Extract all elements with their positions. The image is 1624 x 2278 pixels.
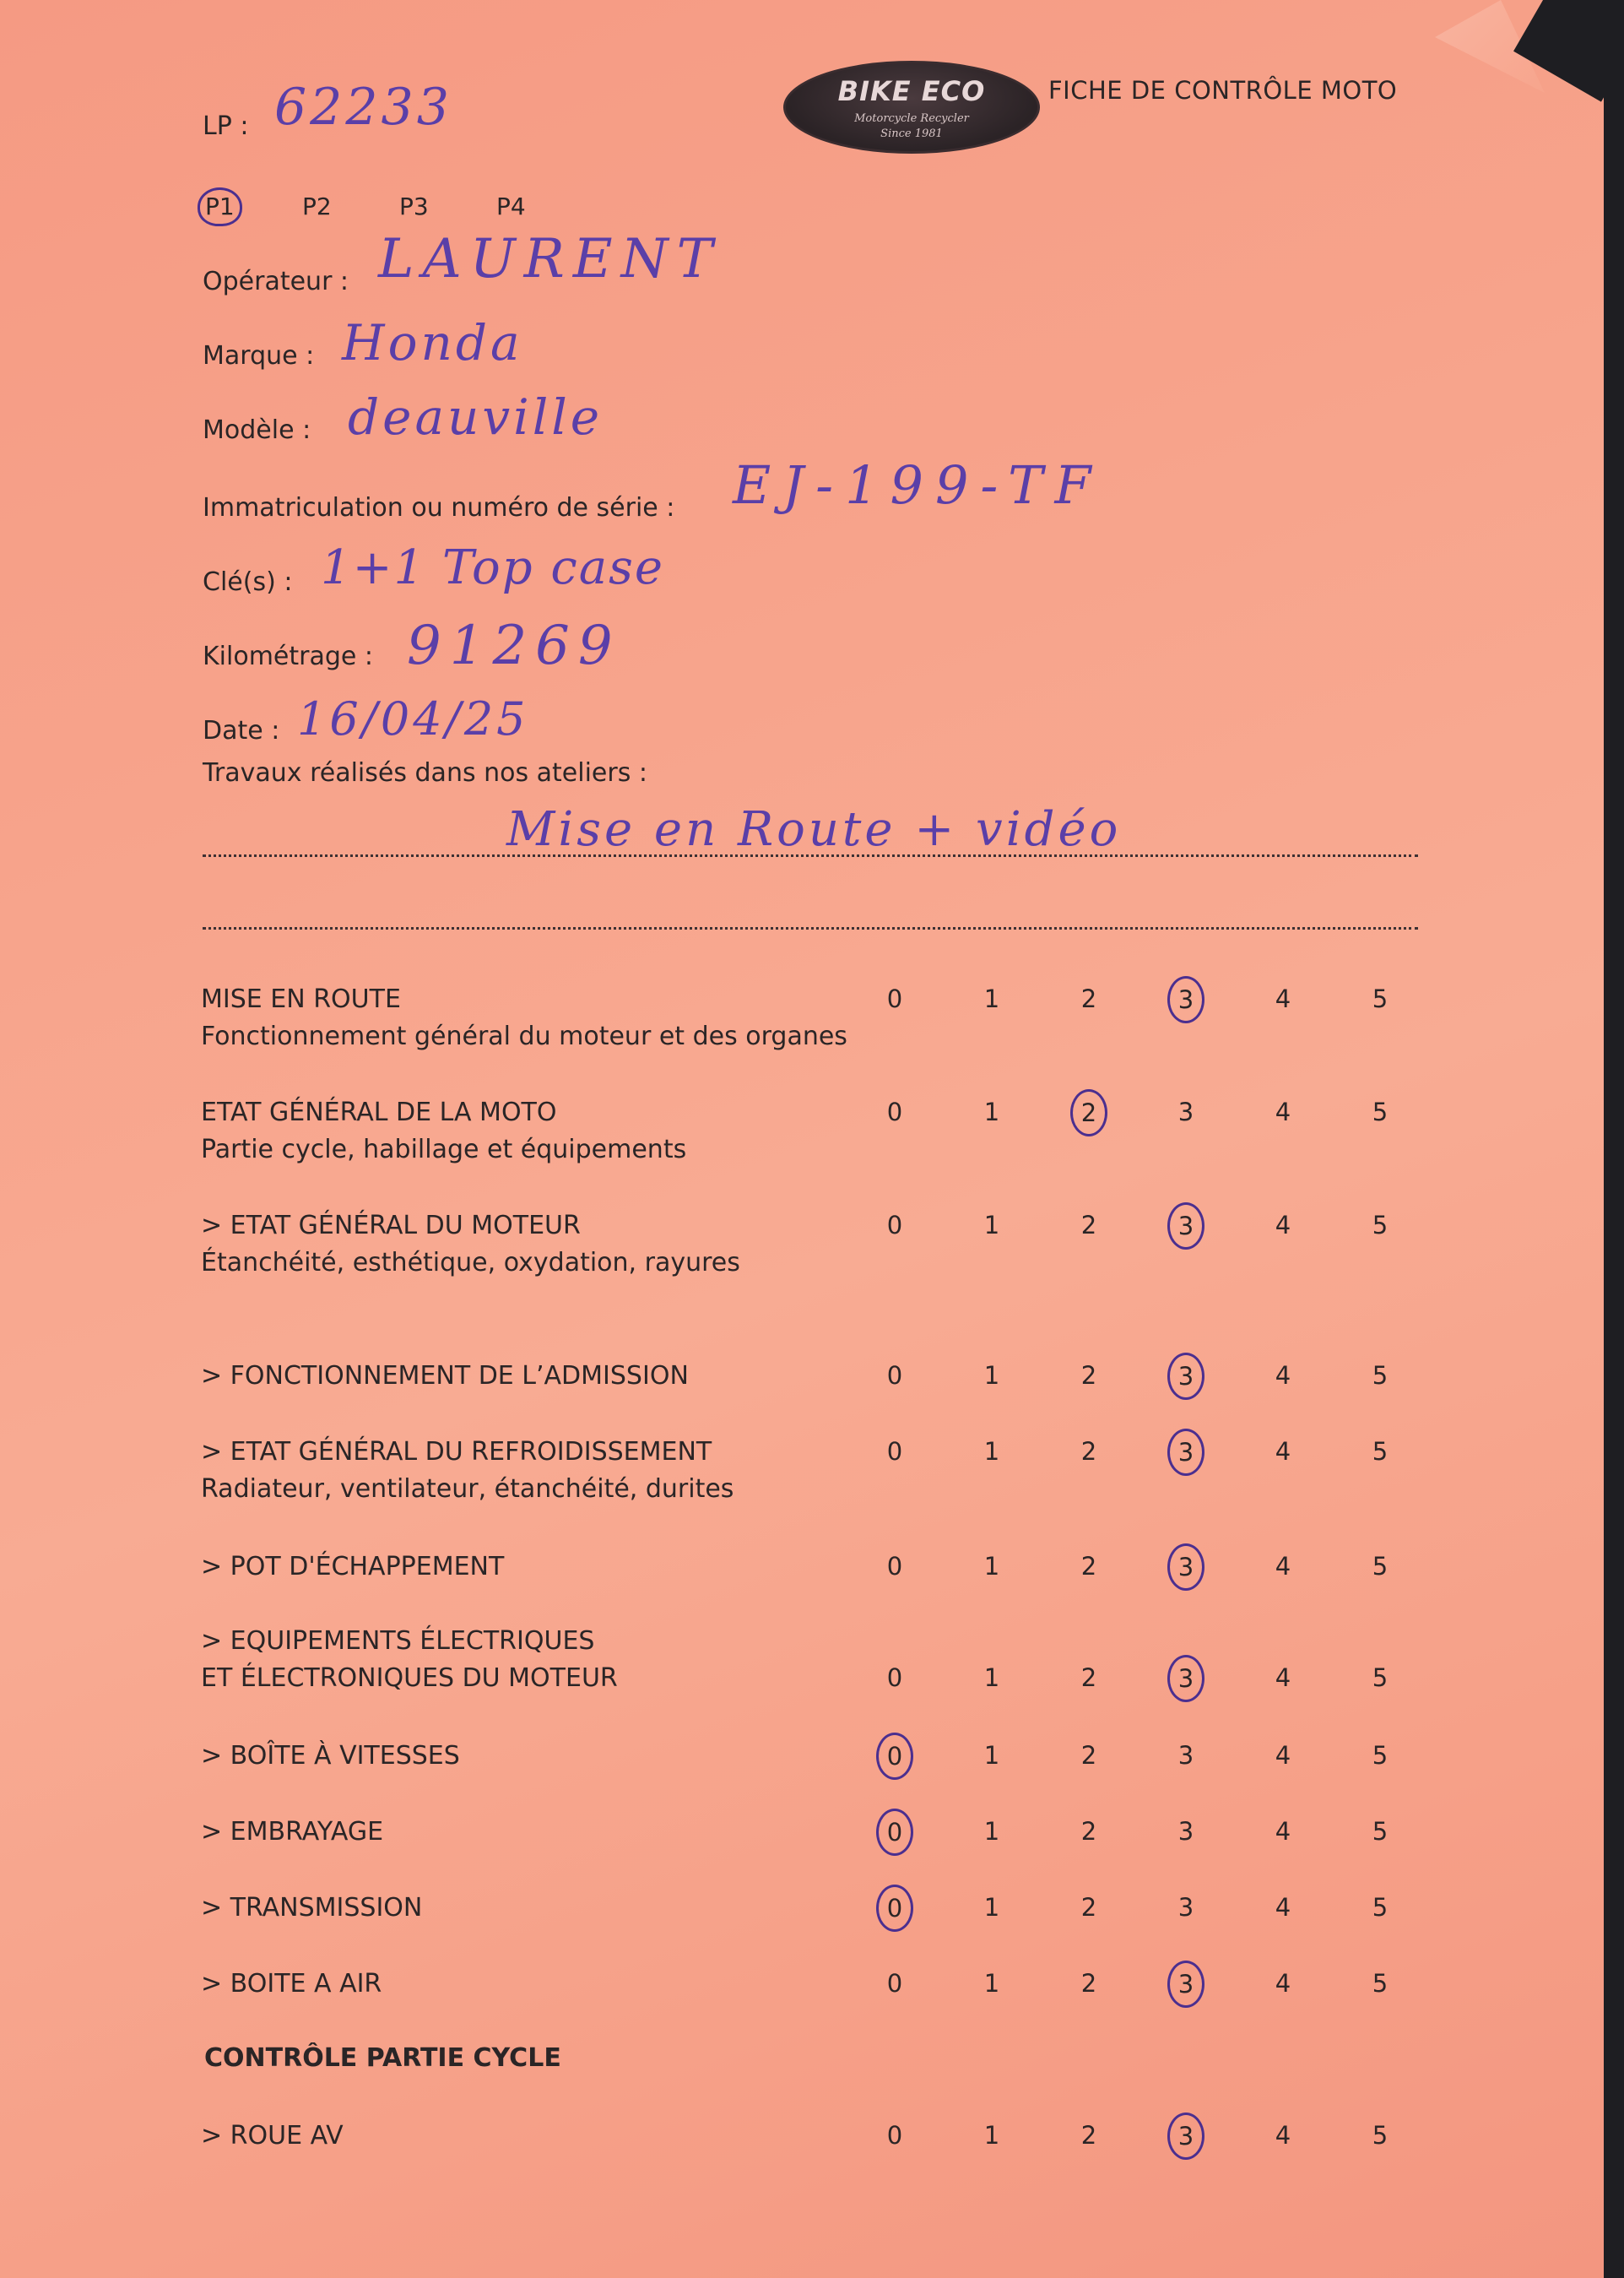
score-selected[interactable]: 0 [876,1733,913,1780]
score-option[interactable]: 5 [1372,1663,1389,1692]
score-option[interactable]: 1 [983,1361,1000,1390]
score-option[interactable]: 2 [1080,984,1097,1013]
score-option[interactable]: 0 [886,1663,903,1692]
criterion-title: > ETAT GÉNÉRAL DU REFROIDISSEMENT [201,1437,712,1467]
criterion-title: > BOÎTE À VITESSES [201,1741,460,1771]
score-option[interactable]: 0 [886,1098,903,1126]
score-option[interactable]: 1 [983,1893,1000,1922]
score-option[interactable]: 4 [1275,1741,1291,1770]
score-option[interactable]: 1 [983,1817,1000,1846]
criterion-title: > FONCTIONNEMENT DE L’ADMISSION [201,1361,689,1391]
score-option[interactable]: 4 [1275,1817,1291,1846]
score-option[interactable]: 5 [1372,2121,1389,2150]
score-option[interactable]: 4 [1275,1552,1291,1581]
criterion-title: > EQUIPEMENTS ÉLECTRIQUES [201,1626,595,1656]
works-value[interactable]: Mise en Route + vidéo [506,802,1122,857]
criterion-title: > ETAT GÉNÉRAL DU MOTEUR [201,1211,581,1240]
score-option[interactable]: 4 [1275,2121,1291,2150]
logo-text: BIKE ECO [837,75,986,107]
score-option[interactable]: 5 [1372,1969,1389,1998]
score-option[interactable]: 2 [1080,1211,1097,1239]
position-p3[interactable]: P3 [399,193,429,220]
criterion-title: > ROUE AV [201,2121,344,2151]
score-selected[interactable]: 3 [1167,1961,1204,2008]
score-option[interactable]: 1 [983,2121,1000,2150]
lp-label: LP : [203,111,249,141]
criterion-title: ETAT GÉNÉRAL DE LA MOTO [201,1098,557,1127]
score-option[interactable]: 2 [1080,1817,1097,1846]
score-option[interactable]: 2 [1080,1437,1097,1466]
score-option[interactable]: 0 [886,1969,903,1998]
score-option[interactable]: 5 [1372,1211,1389,1239]
criterion-subtitle: Fonctionnement général du moteur et des organes [201,1022,847,1051]
score-option[interactable]: 2 [1080,1969,1097,1998]
score-option[interactable]: 5 [1372,1552,1389,1581]
works-line-2 [203,927,1418,930]
criterion-title: > TRANSMISSION [201,1893,423,1923]
score-option[interactable]: 1 [983,1098,1000,1126]
score-selected[interactable]: 0 [876,1885,913,1932]
score-option[interactable]: 4 [1275,984,1291,1013]
score-option[interactable]: 2 [1080,1361,1097,1390]
score-option[interactable]: 3 [1177,1893,1194,1922]
score-option[interactable]: 1 [983,1437,1000,1466]
score-option[interactable]: 1 [983,984,1000,1013]
logo-since: Since 1981 [880,127,943,140]
score-selected[interactable]: 3 [1167,1655,1204,1702]
score-option[interactable]: 4 [1275,1211,1291,1239]
criterion-title: MISE EN ROUTE [201,984,401,1014]
score-option[interactable]: 0 [886,984,903,1013]
lp-value: 62233 [274,78,452,137]
keys-label: Clé(s) : [203,567,293,597]
date-value[interactable]: 16/04/25 [297,692,529,746]
score-selected[interactable]: 3 [1167,1543,1204,1591]
score-option[interactable]: 4 [1275,1893,1291,1922]
criterion-subtitle: Étanchéité, esthétique, oxydation, rayures [201,1248,740,1277]
score-option[interactable]: 2 [1080,1741,1097,1770]
score-option[interactable]: 3 [1177,1098,1194,1126]
score-option[interactable]: 5 [1372,1817,1389,1846]
date-label: Date : [203,716,280,746]
score-option[interactable]: 2 [1080,1552,1097,1581]
score-option[interactable]: 2 [1080,1663,1097,1692]
criterion-title: > BOITE A AIR [201,1969,382,1999]
score-option[interactable]: 4 [1275,1663,1291,1692]
score-option[interactable]: 1 [983,1741,1000,1770]
score-option[interactable]: 5 [1372,984,1389,1013]
position-p1[interactable]: P1 [198,187,242,226]
score-option[interactable]: 2 [1080,1893,1097,1922]
score-option[interactable]: 0 [886,1552,903,1581]
score-selected[interactable]: 3 [1167,1202,1204,1250]
score-option[interactable]: 3 [1177,1741,1194,1770]
position-p4[interactable]: P4 [496,193,526,220]
works-line-1 [203,854,1418,857]
score-option[interactable]: 4 [1275,1969,1291,1998]
section-cycle-title: CONTRÔLE PARTIE CYCLE [204,2043,561,2073]
score-option[interactable]: 3 [1177,1817,1194,1846]
score-selected[interactable]: 3 [1167,2113,1204,2160]
position-p2[interactable]: P2 [302,193,332,220]
score-selected[interactable]: 0 [876,1809,913,1856]
score-selected[interactable]: 3 [1167,1429,1204,1476]
criterion-subtitle: ET ÉLECTRONIQUES DU MOTEUR [201,1663,618,1693]
score-option[interactable]: 0 [886,1211,903,1239]
score-option[interactable]: 0 [886,2121,903,2150]
criterion-title: > EMBRAYAGE [201,1817,384,1847]
score-option[interactable]: 5 [1372,1893,1389,1922]
mileage-label: Kilométrage : [203,642,374,671]
score-option[interactable]: 1 [983,1969,1000,1998]
score-option[interactable]: 0 [886,1437,903,1466]
score-option[interactable]: 5 [1372,1437,1389,1466]
criterion-title: > POT D'ÉCHAPPEMENT [201,1552,505,1581]
score-option[interactable]: 2 [1080,2121,1097,2150]
registration-label: Immatriculation ou numéro de série : [203,493,675,523]
score-option[interactable]: 1 [983,1663,1000,1692]
score-option[interactable]: 5 [1372,1741,1389,1770]
score-option[interactable]: 4 [1275,1437,1291,1466]
score-option[interactable]: 5 [1372,1361,1389,1390]
model-label: Modèle : [203,415,311,445]
score-option[interactable]: 4 [1275,1361,1291,1390]
works-label: Travaux réalisés dans nos ateliers : [203,758,647,788]
mileage-value[interactable]: 91269 [407,615,621,677]
operator-label: Opérateur : [203,267,349,296]
score-selected[interactable]: 2 [1070,1089,1107,1136]
score-selected[interactable]: 3 [1167,1353,1204,1400]
bike-eco-logo [783,61,1040,154]
operator-value[interactable]: LAURENT [378,228,722,290]
document-title: FICHE DE CONTRÔLE MOTO [1048,76,1398,105]
folded-corner [1435,0,1545,93]
criterion-subtitle: Partie cycle, habillage et équipements [201,1135,687,1164]
criterion-subtitle: Radiateur, ventilateur, étanchéité, durites [201,1474,734,1504]
logo-subtitle: Motorcycle Recycler [854,112,969,125]
registration-value[interactable]: EJ-199-TF [733,454,1103,516]
score-option[interactable]: 4 [1275,1098,1291,1126]
brand-label: Marque : [203,341,315,371]
score-option[interactable]: 0 [886,1361,903,1390]
score-option[interactable]: 1 [983,1211,1000,1239]
score-selected[interactable]: 3 [1167,976,1204,1023]
keys-value[interactable]: 1+1 Top case [321,540,664,595]
score-option[interactable]: 1 [983,1552,1000,1581]
score-option[interactable]: 5 [1372,1098,1389,1126]
brand-value[interactable]: Honda [342,314,523,372]
model-value[interactable]: deauville [348,388,604,446]
